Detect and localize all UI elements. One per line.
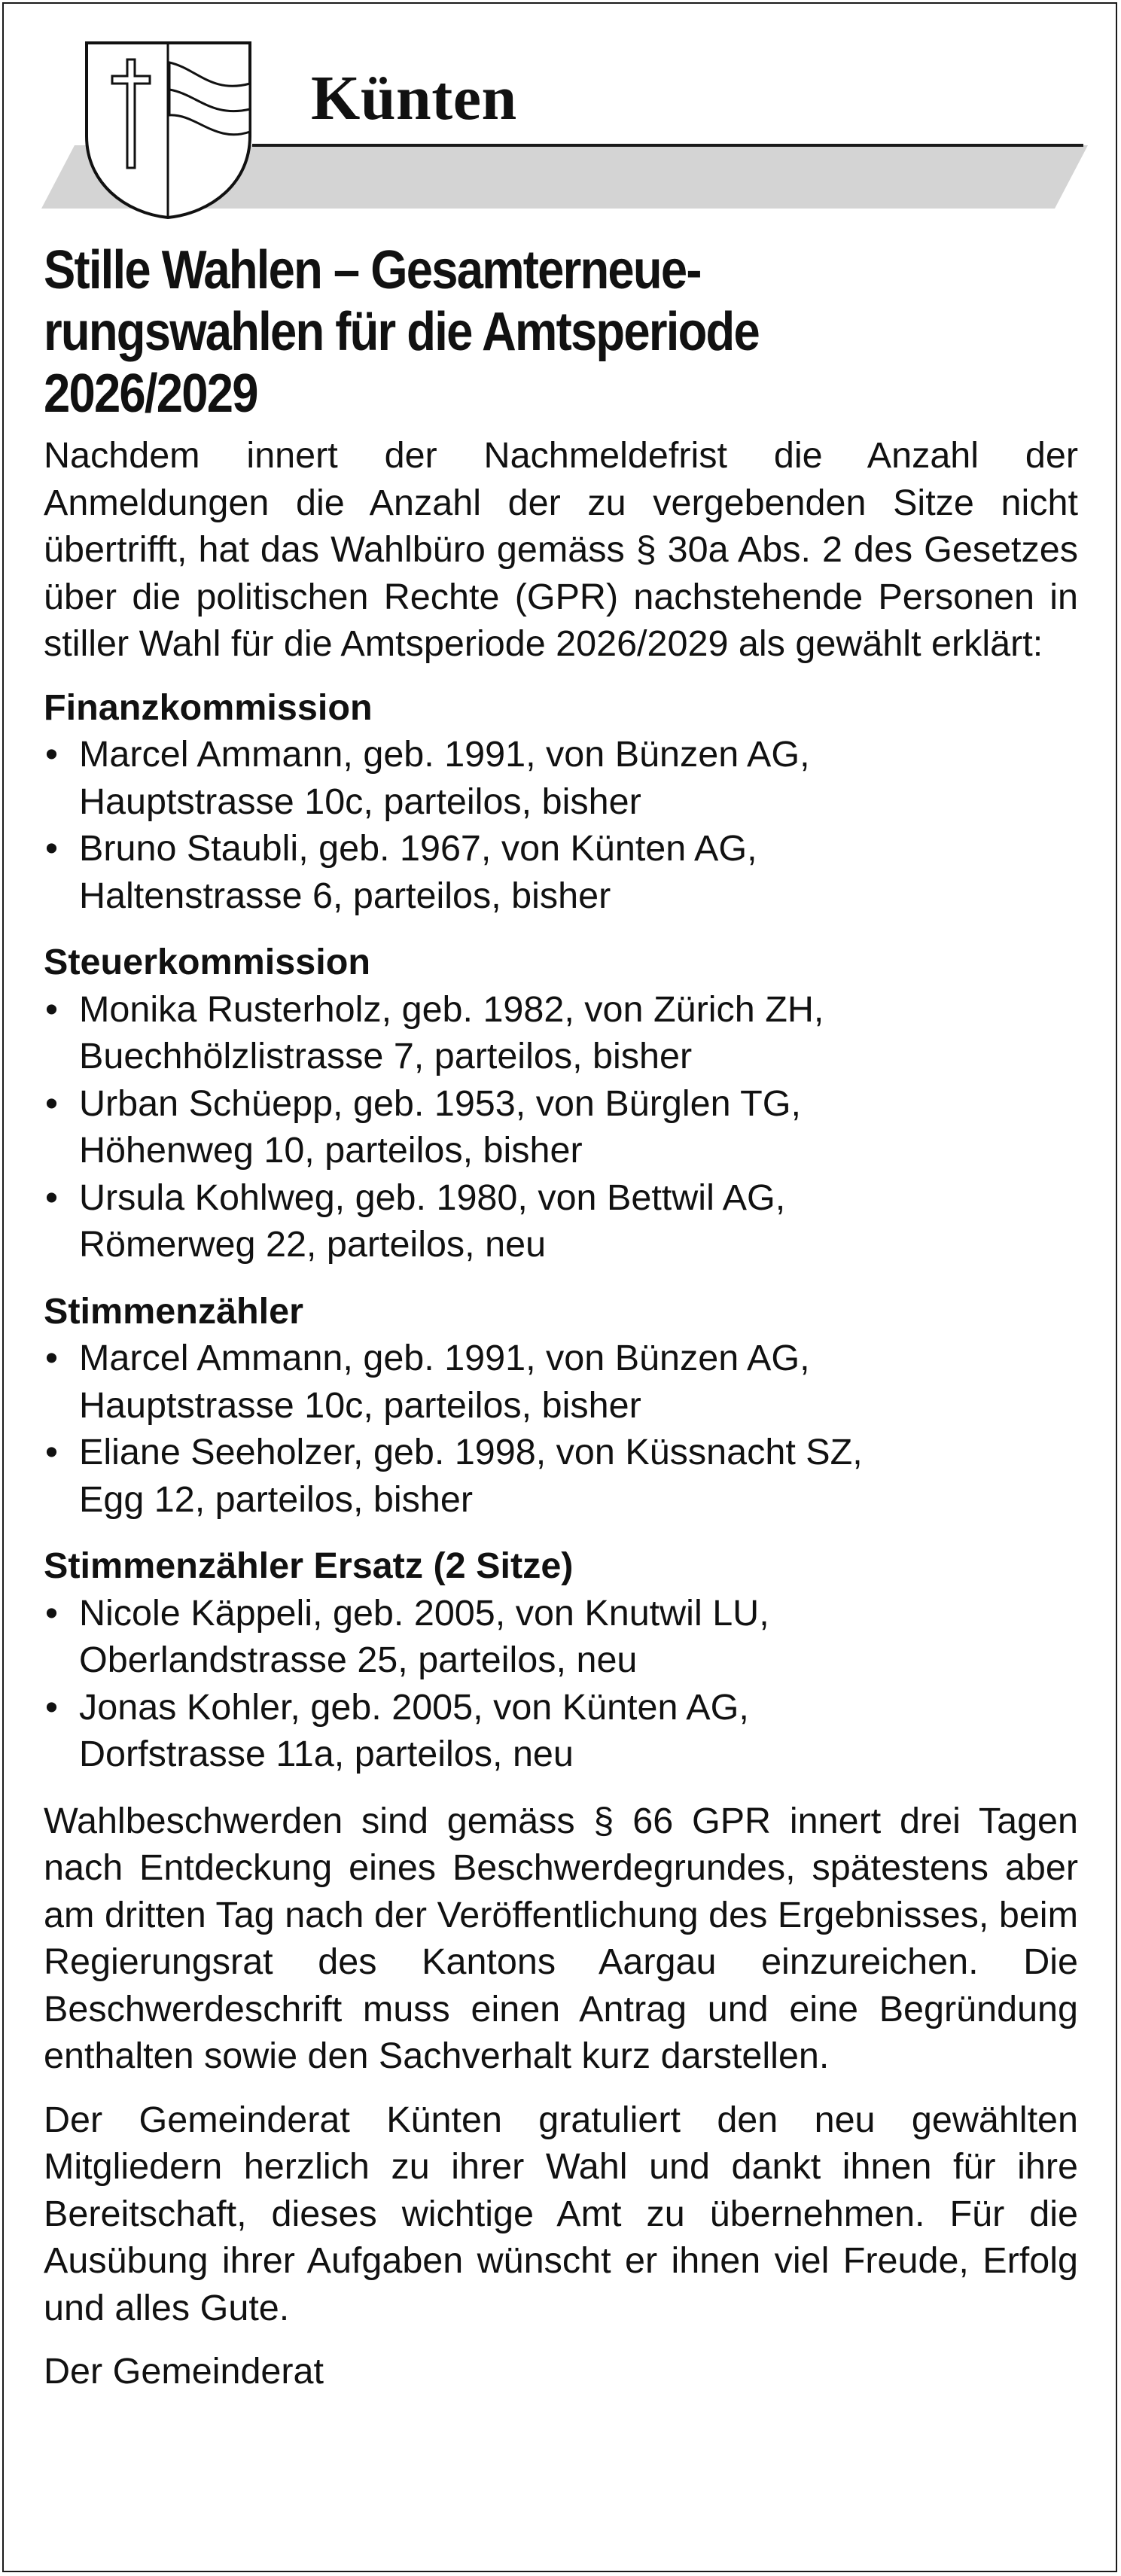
bullet-icon: •	[45, 734, 58, 775]
member-entry	[44, 731, 1078, 825]
member-entry	[44, 1429, 1078, 1523]
coat-of-arms-icon	[84, 40, 253, 221]
section-stimmenzaehler	[44, 1288, 1078, 1524]
member-line: Monika Rusterholz, geb. 1982, von Zürich ZH,	[79, 988, 824, 1030]
member-line: Eliane Seeholzer, geb. 1998, von Küssnacht SZ,	[79, 1432, 863, 1472]
section-heading: Stimmenzähler Ersatz (2 Sitze)	[44, 1545, 574, 1586]
section-finanzkommission	[44, 684, 1078, 920]
section-heading: Steuerkommission	[44, 942, 370, 982]
member-entry	[44, 1335, 1078, 1429]
section-stimmenzaehler-ersatz	[44, 1542, 1078, 1778]
member-line: Egg 12, parteilos, bisher	[79, 1478, 474, 1520]
bullet-icon: •	[45, 828, 58, 869]
bullet-icon: •	[45, 1338, 58, 1378]
municipality-name: Künten	[311, 63, 517, 133]
section-steuerkommission	[44, 939, 1078, 1268]
section-heading: Finanzkommission	[44, 687, 373, 728]
member-entry	[44, 1684, 1078, 1778]
bullet-icon: •	[45, 1686, 58, 1728]
member-line: Marcel Ammann, geb. 1991, von Bünzen AG,	[79, 734, 810, 775]
appeal-paragraph: Wahlbeschwerden sind gemäss § 66 GPR innert drei Tagen nach Entdeckung eines Beschwerdegrundes, spätestens aber am dritten Tag nach der Veröffentlichung des Ergebnisses, beim Regierungsrat des Kantons Aargau einzureichen. Die Beschwerdeschrift muss einen Antrag und eine Begründung enthalten sowie den Sachverhalt kurz darstellen.	[44, 1800, 1078, 2076]
member-entry	[44, 986, 1078, 1080]
member-line: Höhenweg 10, parteilos, bisher	[79, 1130, 583, 1171]
member-line: Haltenstrasse 6, parteilos, bisher	[79, 875, 611, 916]
member-line: Oberlandstrasse 25, parteilos, neu	[79, 1640, 638, 1680]
member-entry	[44, 825, 1078, 919]
member-line: Hauptstrasse 10c, parteilos, bisher	[79, 1384, 641, 1426]
member-entry	[44, 1080, 1078, 1174]
bullet-icon: •	[45, 1177, 58, 1218]
section-heading: Stimmenzähler	[44, 1290, 303, 1332]
member-line: Jonas Kohler, geb. 2005, von Künten AG,	[79, 1686, 749, 1728]
member-line: Hauptstrasse 10c, parteilos, bisher	[79, 781, 641, 822]
member-line: Buechhölzlistrasse 7, parteilos, bisher	[79, 1036, 693, 1076]
member-entry	[44, 1590, 1078, 1684]
bullet-icon: •	[45, 1432, 58, 1472]
title-line: 2026/2029	[44, 364, 257, 424]
member-line: Urban Schüepp, geb. 1953, von Bürglen TG,	[79, 1082, 801, 1124]
congratulation-paragraph: Der Gemeinderat Künten gratuliert den neu gewählten Mitgliedern herzlich zu ihrer Wahl und dankt ihnen für ihre Bereitschaft, dieses wichtige Amt zu übernehmen. Für die Ausübung ihrer Aufgaben wünscht er ihnen viel Freude, Erfolg und alles Gute.	[44, 2099, 1078, 2328]
member-line: Bruno Staubli, geb. 1967, von Künten AG,	[79, 828, 757, 869]
member-line: Dorfstrasse 11a, parteilos, neu	[79, 1734, 574, 1774]
member-line: Marcel Ammann, geb. 1991, von Bünzen AG,	[79, 1338, 810, 1378]
intro-paragraph: Nachdem innert der Nachmeldefrist die Anzahl der Anmeldungen die Anzahl der zu vergebenden Sitze nicht übertrifft, hat das Wahlbüro gemäss § 30a Abs. 2 des Gesetzes über die politischen Rechte (GPR) nachstehende Personen in stiller Wahl für die Amtsperiode 2026/2029 als gewählt erklärt:	[44, 435, 1078, 664]
bullet-icon: •	[45, 988, 58, 1030]
signature: Der Gemeinderat	[44, 2351, 324, 2392]
notice-body	[44, 239, 1078, 2395]
member-line: Ursula Kohlweg, geb. 1980, von Bettwil AG,	[79, 1177, 786, 1218]
bullet-icon: •	[45, 1592, 58, 1634]
bullet-icon: •	[45, 1082, 58, 1124]
title-line: rungswahlen für die Amtsperiode	[44, 302, 759, 362]
member-line: Nicole Käppeli, geb. 2005, von Knutwil LU,	[79, 1592, 769, 1634]
member-entry	[44, 1174, 1078, 1268]
header-rule	[252, 144, 1083, 147]
member-line: Römerweg 22, parteilos, neu	[79, 1224, 547, 1265]
title-line: Stille Wahlen – Gesamterneue-	[44, 240, 701, 300]
notice-title	[44, 239, 1077, 425]
